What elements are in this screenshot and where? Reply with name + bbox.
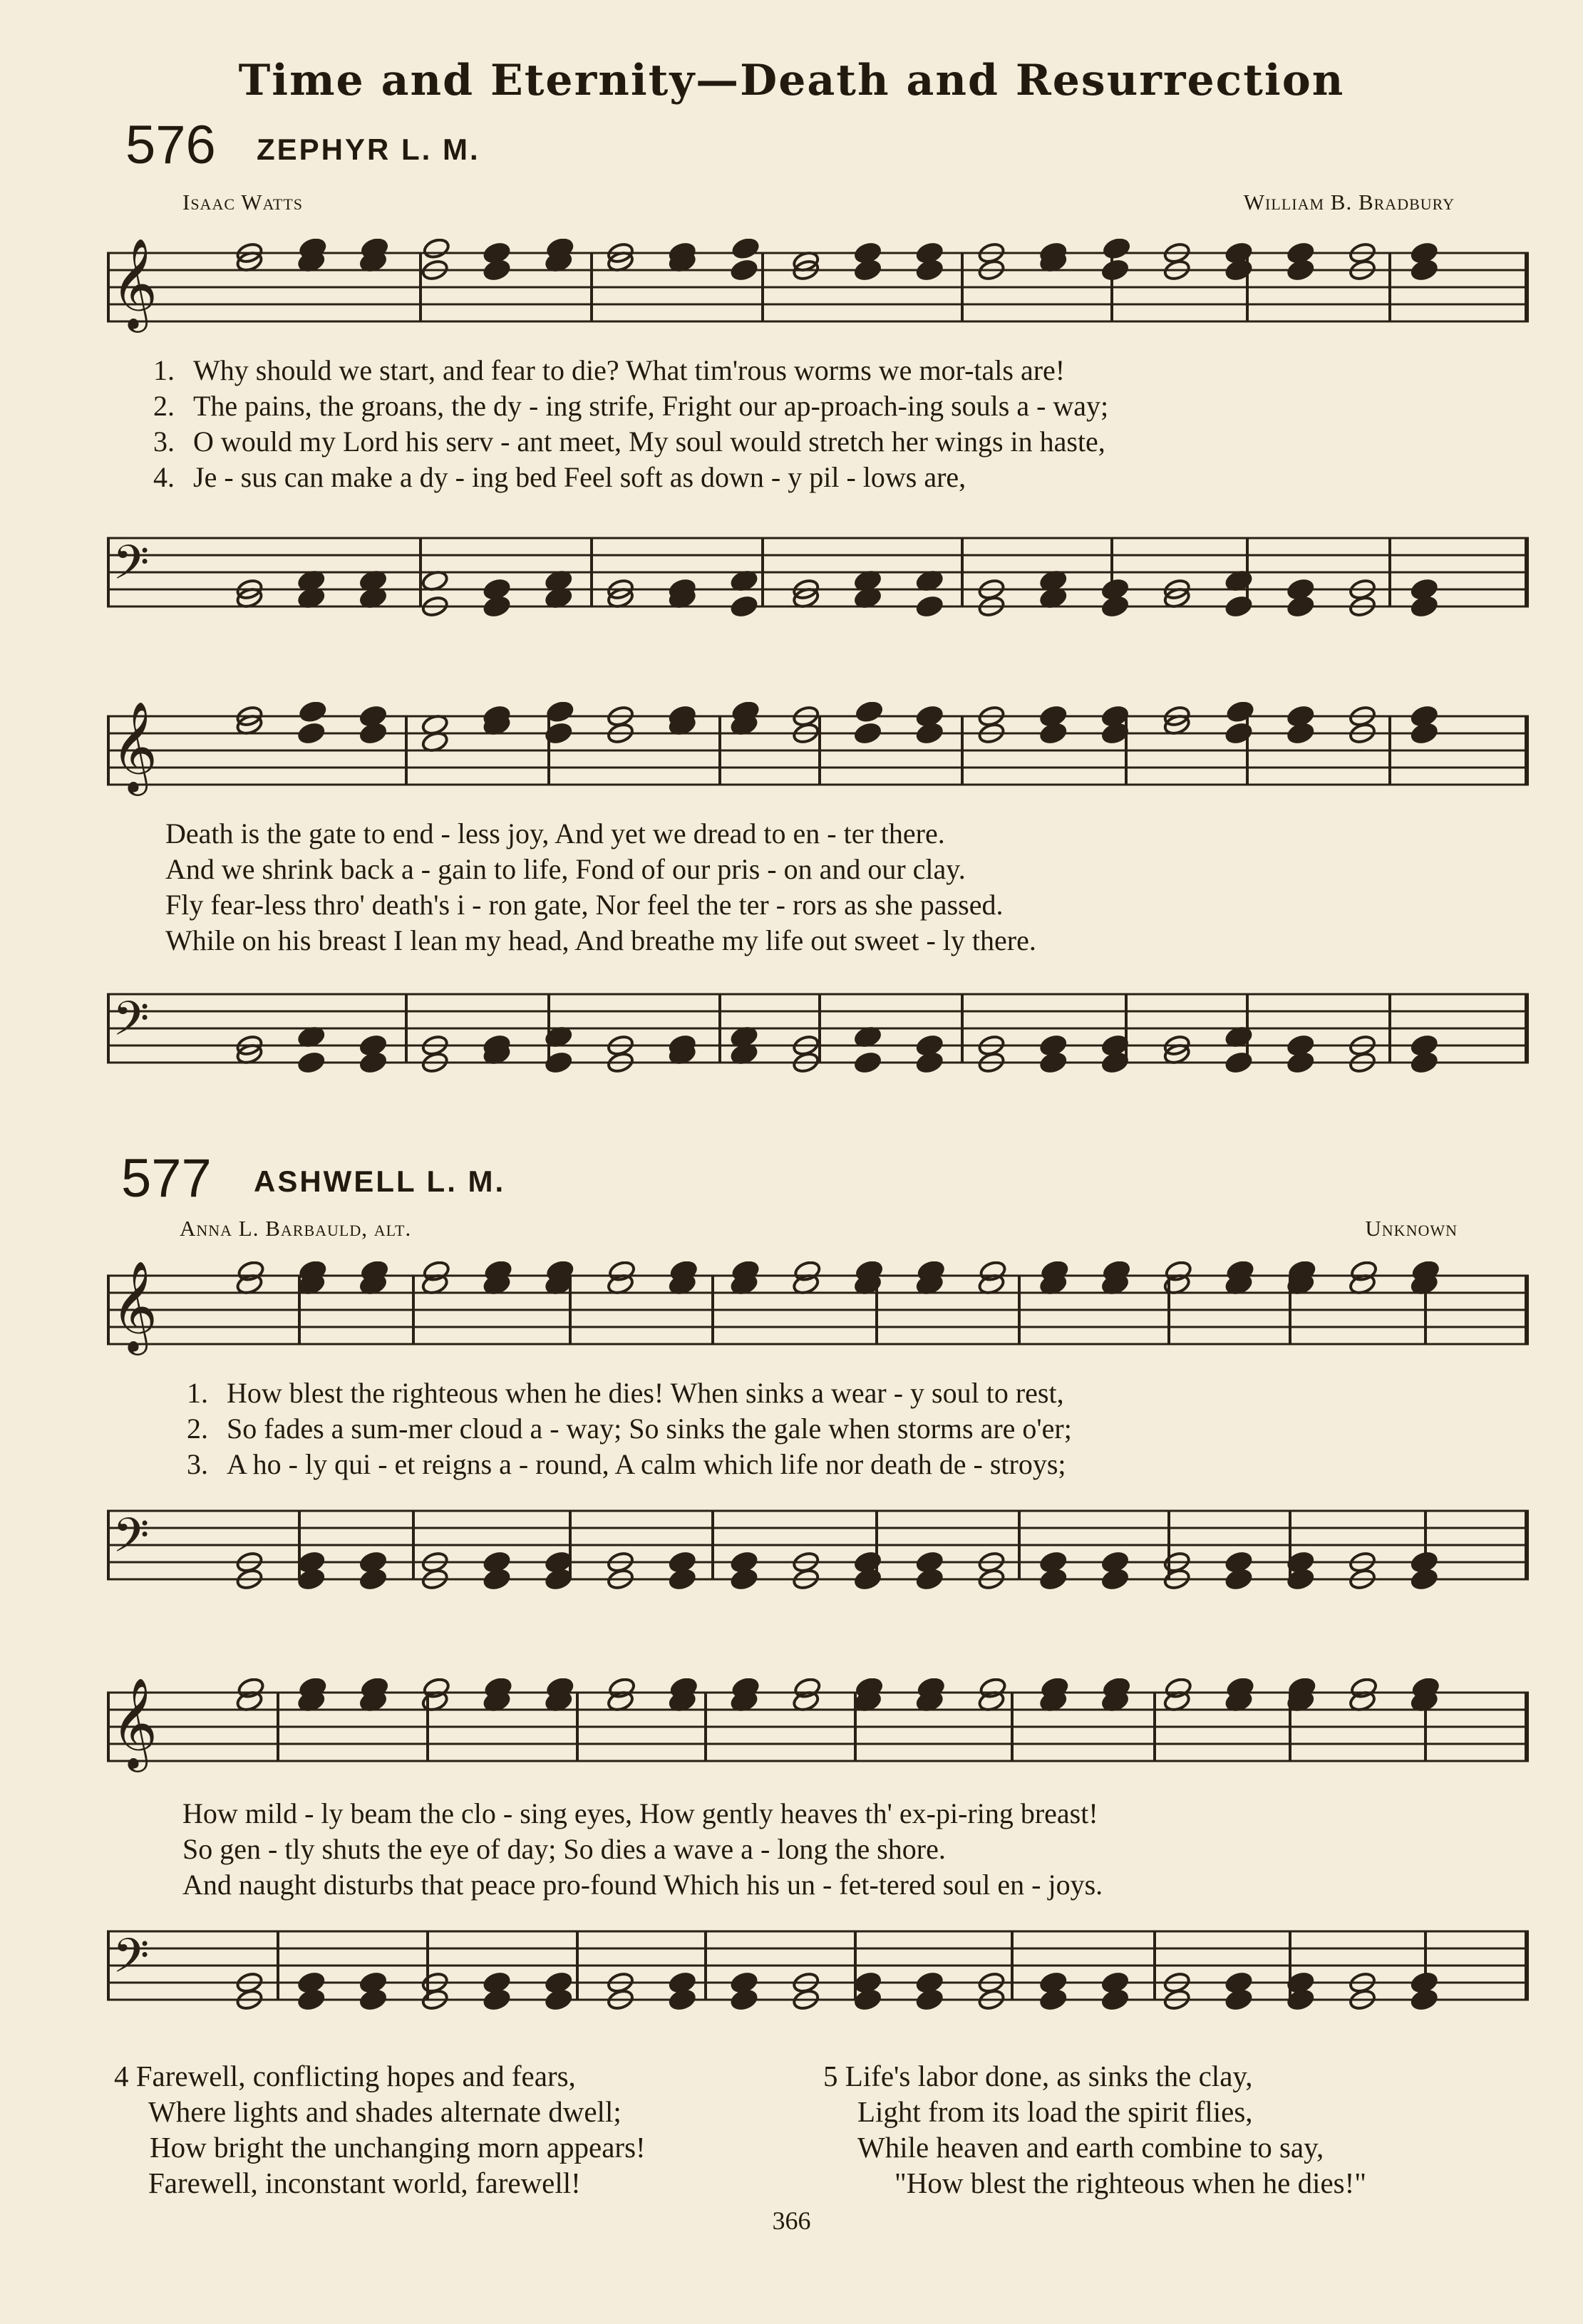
bass-staff [107, 524, 1529, 624]
note-head [359, 1568, 387, 1591]
note-head [854, 259, 882, 282]
note-head [730, 595, 758, 618]
note-head [730, 259, 758, 282]
verse-line: 2. So fades a sum-mer cloud a - way; So sinks the gale when storms are o'er; [187, 1413, 1072, 1445]
note-head [1101, 1988, 1129, 2011]
treble-staff [107, 1261, 1529, 1361]
note-head [730, 1988, 758, 2011]
note-head [1101, 595, 1129, 618]
note-head [1101, 1051, 1129, 1074]
words-credit: Anna L. Barbauld, alt. [180, 1216, 412, 1241]
treble-staff [107, 702, 1529, 802]
note-head [669, 1988, 696, 2011]
note-head [297, 1988, 325, 2011]
note-head [669, 1568, 696, 1591]
note-head [854, 1051, 882, 1074]
note-head [483, 1988, 510, 2011]
note-head [854, 1988, 882, 2011]
note-head [731, 239, 759, 260]
note-head [297, 722, 325, 745]
bass-staff [107, 980, 1529, 1080]
svg-text:𝄢: 𝄢 [113, 991, 150, 1058]
hymn-number: 577 [121, 1148, 212, 1209]
note-head [1411, 259, 1438, 282]
verse-line: So gen - tly shuts the eye of day; So dies a wave a - long the shore. [182, 1833, 946, 1865]
bass-staff [107, 1497, 1529, 1596]
note-head [1411, 595, 1438, 618]
music-credit: Unknown [1365, 1216, 1458, 1241]
note-head [299, 702, 326, 723]
verse-line: 2. The pains, the groans, the dy - ing strife, Fright our ap-proach-ing souls a - way; [153, 390, 1109, 422]
words-credit: Isaac Watts [182, 190, 304, 215]
note-head [359, 1051, 387, 1074]
page-number: 366 [772, 2206, 811, 2235]
note-head [1411, 722, 1438, 745]
bass-clef-icon: 𝄢 [113, 535, 150, 601]
note-head [1411, 1568, 1438, 1591]
note-head [1286, 722, 1314, 745]
treble-clef-icon: 𝄞 [111, 239, 158, 329]
note-head [916, 1051, 944, 1074]
verse-line: 4. Je - sus can make a dy - ing bed Feel soft as down - y pil - lows are, [153, 461, 966, 493]
note-head [916, 1568, 944, 1591]
note-head [1039, 722, 1067, 745]
verse-line: 3. A ho - ly qui - et reigns a - round, A calm which life nor death de - stroys; [187, 1448, 1066, 1480]
stanza-5: 5 Life's labor done, as sinks the clay, Light from its load the spirit flies, While heaven and earth combine to say, "How blest the righteous when he dies!" [823, 2060, 1367, 2199]
note-head [1286, 595, 1314, 618]
verse-line: 1. Why should we start, and fear to die? What tim'rous worms we mor-tals are! [153, 354, 1066, 386]
svg-text:𝄞: 𝄞 [111, 702, 158, 792]
tune-name: ASHWELL L. M. [254, 1164, 506, 1198]
note-head [854, 722, 882, 745]
note-head [545, 1988, 572, 2011]
note-head [916, 722, 944, 745]
note-head [1286, 259, 1314, 282]
note-head [1286, 1051, 1314, 1074]
bass-staff [107, 1917, 1529, 2017]
svg-text:𝄢: 𝄢 [113, 1928, 150, 1995]
note-head [483, 259, 510, 282]
verse-line: Death is the gate to end - less joy, And yet we dread to en - ter there. [165, 817, 945, 849]
note-head [854, 1568, 882, 1591]
note-head [359, 1988, 387, 2011]
note-head [483, 595, 510, 618]
svg-text:𝄢: 𝄢 [113, 1508, 150, 1574]
svg-text:𝄞: 𝄞 [111, 1678, 158, 1768]
note-head [1224, 1988, 1252, 2011]
note-head [359, 722, 387, 745]
verse-line: 1. How blest the righteous when he dies! When sinks a wear - y soul to rest, [187, 1377, 1064, 1409]
verse-line: 3. O would my Lord his serv - ant meet, My soul would stretch her wings in haste, [153, 425, 1105, 458]
note-head [916, 595, 944, 618]
note-head [1101, 259, 1129, 282]
note-head [916, 259, 944, 282]
note-head [483, 1568, 510, 1591]
note-head [1224, 595, 1252, 618]
treble-staff [107, 239, 1529, 339]
note-head [297, 1051, 325, 1074]
note-head [1101, 1568, 1129, 1591]
treble-staff [107, 1678, 1529, 1778]
stanza-4: 4 Farewell, conflicting hopes and fears, Where lights and shades alternate dwell; How bright the unchanging morn appears! Farewell, inconstant world, farewell! [114, 2060, 646, 2199]
music-credit: William B. Bradbury [1243, 190, 1455, 215]
note-head [1039, 1568, 1067, 1591]
note-head [1411, 1051, 1438, 1074]
note-head [1411, 1988, 1438, 2011]
note-head [1224, 1051, 1252, 1074]
tune-name: ZEPHYR L. M. [257, 133, 480, 166]
note-head [1226, 702, 1254, 723]
note-head [297, 1568, 325, 1591]
note-head [730, 1568, 758, 1591]
verse-line: How mild - ly beam the clo - sing eyes, How gently heaves th' ex-pi-ring breast! [182, 1797, 1098, 1829]
svg-text:𝄞: 𝄞 [111, 1261, 158, 1351]
note-head [423, 239, 450, 260]
note-head [1039, 1051, 1067, 1074]
note-head [855, 702, 883, 723]
verse-line: And naught disturbs that peace pro-found Which his un - fet-tered soul en - joys. [182, 1869, 1103, 1901]
note-head [1039, 1988, 1067, 2011]
hymn-number: 576 [125, 115, 216, 175]
note-head [545, 1568, 572, 1591]
verse-line: Fly fear-less thro' death's i - ron gate, Nor feel the ter - rors as she passed. [165, 889, 1004, 921]
note-head [1224, 1568, 1252, 1591]
section-title: Time and Eternity—Death and Resurrection [238, 56, 1345, 105]
note-head [1103, 239, 1130, 260]
verse-line: And we shrink back a - gain to life, Fond of our pris - on and our clay. [165, 853, 966, 885]
note-head [916, 1988, 944, 2011]
verse-line: While on his breast I lean my head, And breathe my life out sweet - ly there. [165, 924, 1036, 956]
